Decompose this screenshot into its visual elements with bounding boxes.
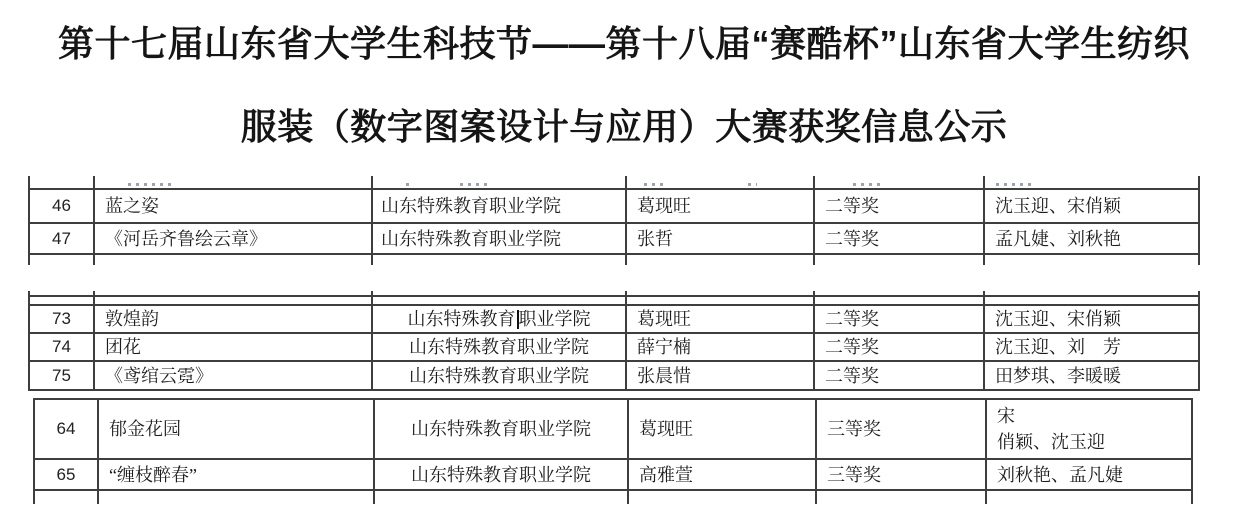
cell-members[interactable]: 刘秋艳、孟凡婕 <box>986 459 1192 490</box>
page-title-line-2[interactable]: 服装（数字图案设计与应用）大赛获奖信息公示 <box>240 106 1008 147</box>
cell-no[interactable]: 65 <box>34 459 98 490</box>
cell-college[interactable]: 山东特殊教育职业学院 <box>372 223 626 254</box>
cell-no[interactable]: 75 <box>29 361 94 390</box>
college-text-after-cursor: 职业学院 <box>518 309 591 329</box>
cell-members[interactable] <box>986 399 1192 459</box>
cell-no[interactable]: 64 <box>34 399 98 459</box>
cell-college[interactable]: 山东特殊教育职业学院 <box>374 459 628 490</box>
cell-award[interactable]: 三等奖 <box>816 459 986 490</box>
college-text-before-cursor: 山东特殊教育 <box>407 309 516 329</box>
cell-work-name[interactable]: “缠枝醉春” <box>98 459 374 490</box>
clipped-text-remnant <box>748 183 757 186</box>
cell-work-name[interactable]: 蓝之姿 <box>94 189 372 223</box>
clipped-text-remnant <box>128 183 174 186</box>
awards-table-fragment-2 <box>28 291 1200 391</box>
awards-table <box>33 398 1193 491</box>
cell-award[interactable]: 二等奖 <box>814 333 984 361</box>
cell-work-name[interactable]: 郁金花园 <box>98 399 374 459</box>
awards-table-fragment-3 <box>33 398 1193 504</box>
cell-author[interactable]: 张哲 <box>626 223 814 254</box>
cell-members[interactable]: 田梦琪、李暖暖 <box>984 361 1199 390</box>
members-line-2: 俏颖、沈玉迎 <box>997 432 1105 452</box>
table-row-47 <box>29 223 1199 254</box>
cell-author[interactable]: 张晨惜 <box>626 361 814 390</box>
awards-table <box>28 295 1200 391</box>
column-line-stubs <box>28 255 1200 265</box>
members-line-1: 宋 <box>997 406 1015 426</box>
clipped-text-remnant <box>644 183 664 186</box>
cell-empty <box>984 296 1199 305</box>
clipped-text-remnant <box>996 183 1036 186</box>
table-row-75 <box>29 361 1199 390</box>
cell-empty <box>372 296 626 305</box>
cell-college[interactable]: 山东特殊教育职业学院 <box>372 333 626 361</box>
awards-table <box>28 188 1200 255</box>
cell-author[interactable]: 葛现旺 <box>628 399 816 459</box>
cell-award[interactable]: 二等奖 <box>814 189 984 223</box>
table-row-64 <box>34 399 1192 459</box>
table-row-46 <box>29 189 1199 223</box>
cell-no[interactable]: 73 <box>29 305 94 333</box>
awards-table-fragment-1 <box>28 176 1200 265</box>
cell-college[interactable] <box>372 305 626 333</box>
cell-author[interactable]: 高雅萱 <box>628 459 816 490</box>
cell-author[interactable]: 葛现旺 <box>626 189 814 223</box>
clipped-row-remnant-strip <box>28 176 1200 188</box>
cell-college[interactable]: 山东特殊教育职业学院 <box>372 189 626 223</box>
table-row-73 <box>29 305 1199 333</box>
cell-work-name[interactable]: 《鸢绾云霓》 <box>94 361 372 390</box>
cell-award[interactable]: 三等奖 <box>816 399 986 459</box>
cell-work-name[interactable]: 团花 <box>94 333 372 361</box>
cell-empty <box>626 296 814 305</box>
cell-college[interactable]: 山东特殊教育职业学院 <box>374 399 628 459</box>
cell-author[interactable]: 葛现旺 <box>626 305 814 333</box>
cell-members[interactable]: 沈玉迎、宋俏颖 <box>984 189 1199 223</box>
cell-award[interactable]: 二等奖 <box>814 223 984 254</box>
cell-empty <box>814 296 984 305</box>
cell-members[interactable]: 沈玉迎、刘 芳 <box>984 333 1199 361</box>
clipped-text-remnant <box>853 183 883 186</box>
table-row-74 <box>29 333 1199 361</box>
clipped-text-remnant <box>406 183 414 186</box>
clipped-text-remnant <box>460 183 490 186</box>
cell-members[interactable]: 沈玉迎、宋俏颖 <box>984 305 1199 333</box>
cell-award[interactable]: 二等奖 <box>814 361 984 390</box>
cell-empty <box>94 296 372 305</box>
cell-author[interactable]: 薛宁楠 <box>626 333 814 361</box>
cell-work-name[interactable]: 《河岳齐鲁绘云章》 <box>94 223 372 254</box>
column-line-stubs <box>33 491 1193 504</box>
clipped-empty-row <box>29 296 1199 305</box>
cell-empty <box>29 296 94 305</box>
table-row-65 <box>34 459 1192 490</box>
cell-no[interactable]: 74 <box>29 333 94 361</box>
page-title-line-1[interactable]: 第十七届山东省大学生科技节——第十八届“赛酷杯”山东省大学生纺织 <box>57 23 1190 64</box>
cell-college[interactable]: 山东特殊教育职业学院 <box>372 361 626 390</box>
cell-no[interactable]: 46 <box>29 189 94 223</box>
cell-no[interactable]: 47 <box>29 223 94 254</box>
cell-members[interactable]: 孟凡婕、刘秋艳 <box>984 223 1199 254</box>
cell-work-name[interactable]: 敦煌韵 <box>94 305 372 333</box>
cell-award[interactable]: 二等奖 <box>814 305 984 333</box>
